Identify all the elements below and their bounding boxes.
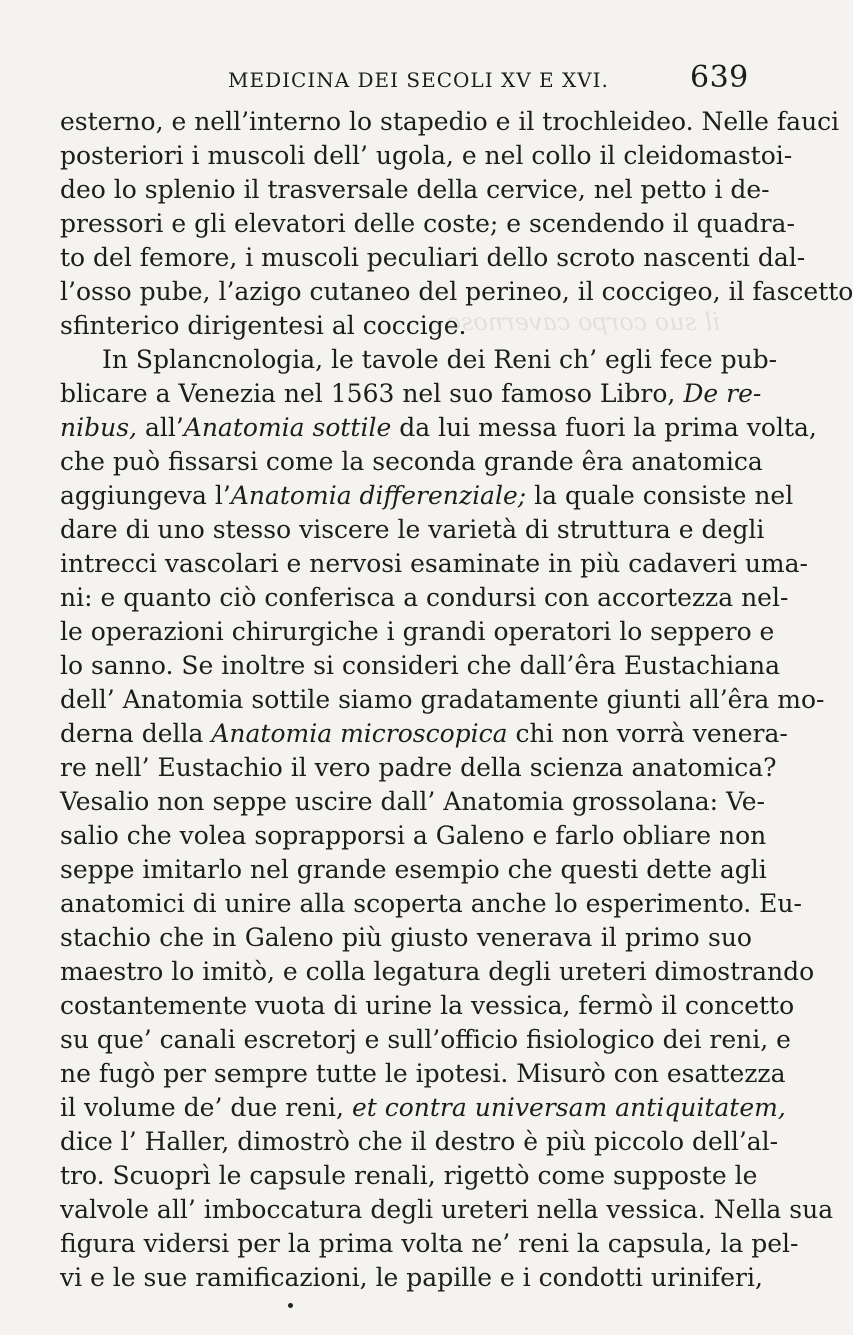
text-line: dice l’ Haller, dimostrò che il destro è più piccolo dell’al- xyxy=(60,1127,779,1156)
italic-title: nibus, xyxy=(60,413,137,442)
text-line: ne fugò per sempre tutte le ipotesi. Misurò con esattezza xyxy=(60,1059,786,1088)
text-line: esterno, e nell’interno lo stapedio e il trochleideo. Nelle fauci xyxy=(60,107,840,136)
text-line: ni: e quanto ciò conferisca a condursi con accortezza nel- xyxy=(60,583,789,612)
text-line: anatomici di unire alla scoperta anche lo esperimento. Eu- xyxy=(60,889,802,918)
text-line: posteriori i muscoli dell’ ugola, e nel collo il cleidomastoi- xyxy=(60,141,793,170)
text-run: aggiungeva l’ xyxy=(60,481,231,510)
text-line: salio che volea soprapporsi a Galeno e farlo obliare non xyxy=(60,821,767,850)
text-run: da lui messa fuori la prima volta, xyxy=(399,413,817,442)
text-line: maestro lo imitò, e colla legatura degli ureteri dimostrando xyxy=(60,957,815,986)
page-number: 639 xyxy=(690,60,749,95)
text-line: dare di uno stesso viscere le varietà di struttura e degli xyxy=(60,515,765,544)
ink-speck xyxy=(288,1303,293,1308)
text-line: Vesalio non seppe uscire dall’ Anatomia grossolana: Ve- xyxy=(60,787,765,816)
text-line: costantemente vuota di urine la vessica, fermò il concetto xyxy=(60,991,795,1020)
text-run: all’ xyxy=(144,413,184,442)
italic-term: Anatomia differenziale; xyxy=(230,481,527,510)
text-line: to del femore, i muscoli peculiari dello scroto nascenti dal- xyxy=(60,243,806,272)
text-line: su que’ canali escretorj e sull’officio fisiologico dei reni, e xyxy=(60,1025,791,1054)
text-run: blicare a Venezia nel 1563 nel suo famoso Libro, xyxy=(60,379,676,408)
text-line: sfinterico dirigentesi al coccige. xyxy=(60,311,467,340)
text-line: dell’ Anatomia sottile siamo gradatamente giunti all’êra mo- xyxy=(60,685,825,714)
show-through-text: il suo corpo cavernoso xyxy=(446,308,720,336)
text-line: intrecci vascolari e nervosi esaminate in più cadaveri uma- xyxy=(60,549,808,578)
text-line: le operazioni chirurgiche i grandi operatori lo seppero e xyxy=(60,617,775,646)
text-run: chi non vorrà venera- xyxy=(515,719,788,748)
running-head xyxy=(0,60,800,98)
italic-title: De re- xyxy=(683,379,762,408)
running-title: MEDICINA DEI SECOLI XV E XVI. xyxy=(228,68,609,92)
text-line: l’osso pube, l’azigo cutaneo del perineo, il coccigeo, il fascetto xyxy=(60,277,853,306)
text-line: stachio che in Galeno più giusto venerava il primo suo xyxy=(60,923,752,952)
text-line: lo sanno. Se inoltre si consideri che dall’êra Eustachiana xyxy=(60,651,781,680)
text-line: che può fissarsi come la seconda grande êra anatomica xyxy=(60,447,763,476)
text-line: pressori e gli elevatori delle coste; e scendendo il quadra- xyxy=(60,209,795,238)
text-line xyxy=(60,411,817,445)
text-line xyxy=(60,717,788,751)
text-line: tro. Scuoprì le capsule renali, rigettò come supposte le xyxy=(60,1161,758,1190)
text-line: figura vidersi per la prima volta ne’ reni la capsula, la pel- xyxy=(60,1229,799,1258)
text-line: vi e le sue ramificazioni, le papille e i condotti uriniferi, xyxy=(60,1263,763,1292)
text-run: la quale consiste nel xyxy=(534,481,794,510)
text-line xyxy=(60,1091,786,1125)
text-line: valvole all’ imboccatura degli ureteri nella vessica. Nella sua xyxy=(60,1195,834,1224)
italic-term: Anatomia microscopica xyxy=(211,719,508,748)
italic-term: Anatomia sottile xyxy=(183,413,392,442)
body-text xyxy=(60,105,853,1295)
text-line: deo lo splenio il trasversale della cervice, nel petto i de- xyxy=(60,175,770,204)
text-run: derna della xyxy=(60,719,204,748)
text-line: re nell’ Eustachio il vero padre della scienza anatomica? xyxy=(60,753,777,782)
text-line xyxy=(60,377,762,411)
text-line xyxy=(60,479,794,513)
text-line: seppe imitarlo nel grande esempio che questi dette agli xyxy=(60,855,767,884)
text-line: In Splancnologia, le tavole dei Reni ch’ egli fece pub- xyxy=(102,345,778,374)
text-run: il volume de’ due reni, xyxy=(60,1093,344,1122)
latin-quotation: et contra universam antiquitatem, xyxy=(351,1093,786,1122)
